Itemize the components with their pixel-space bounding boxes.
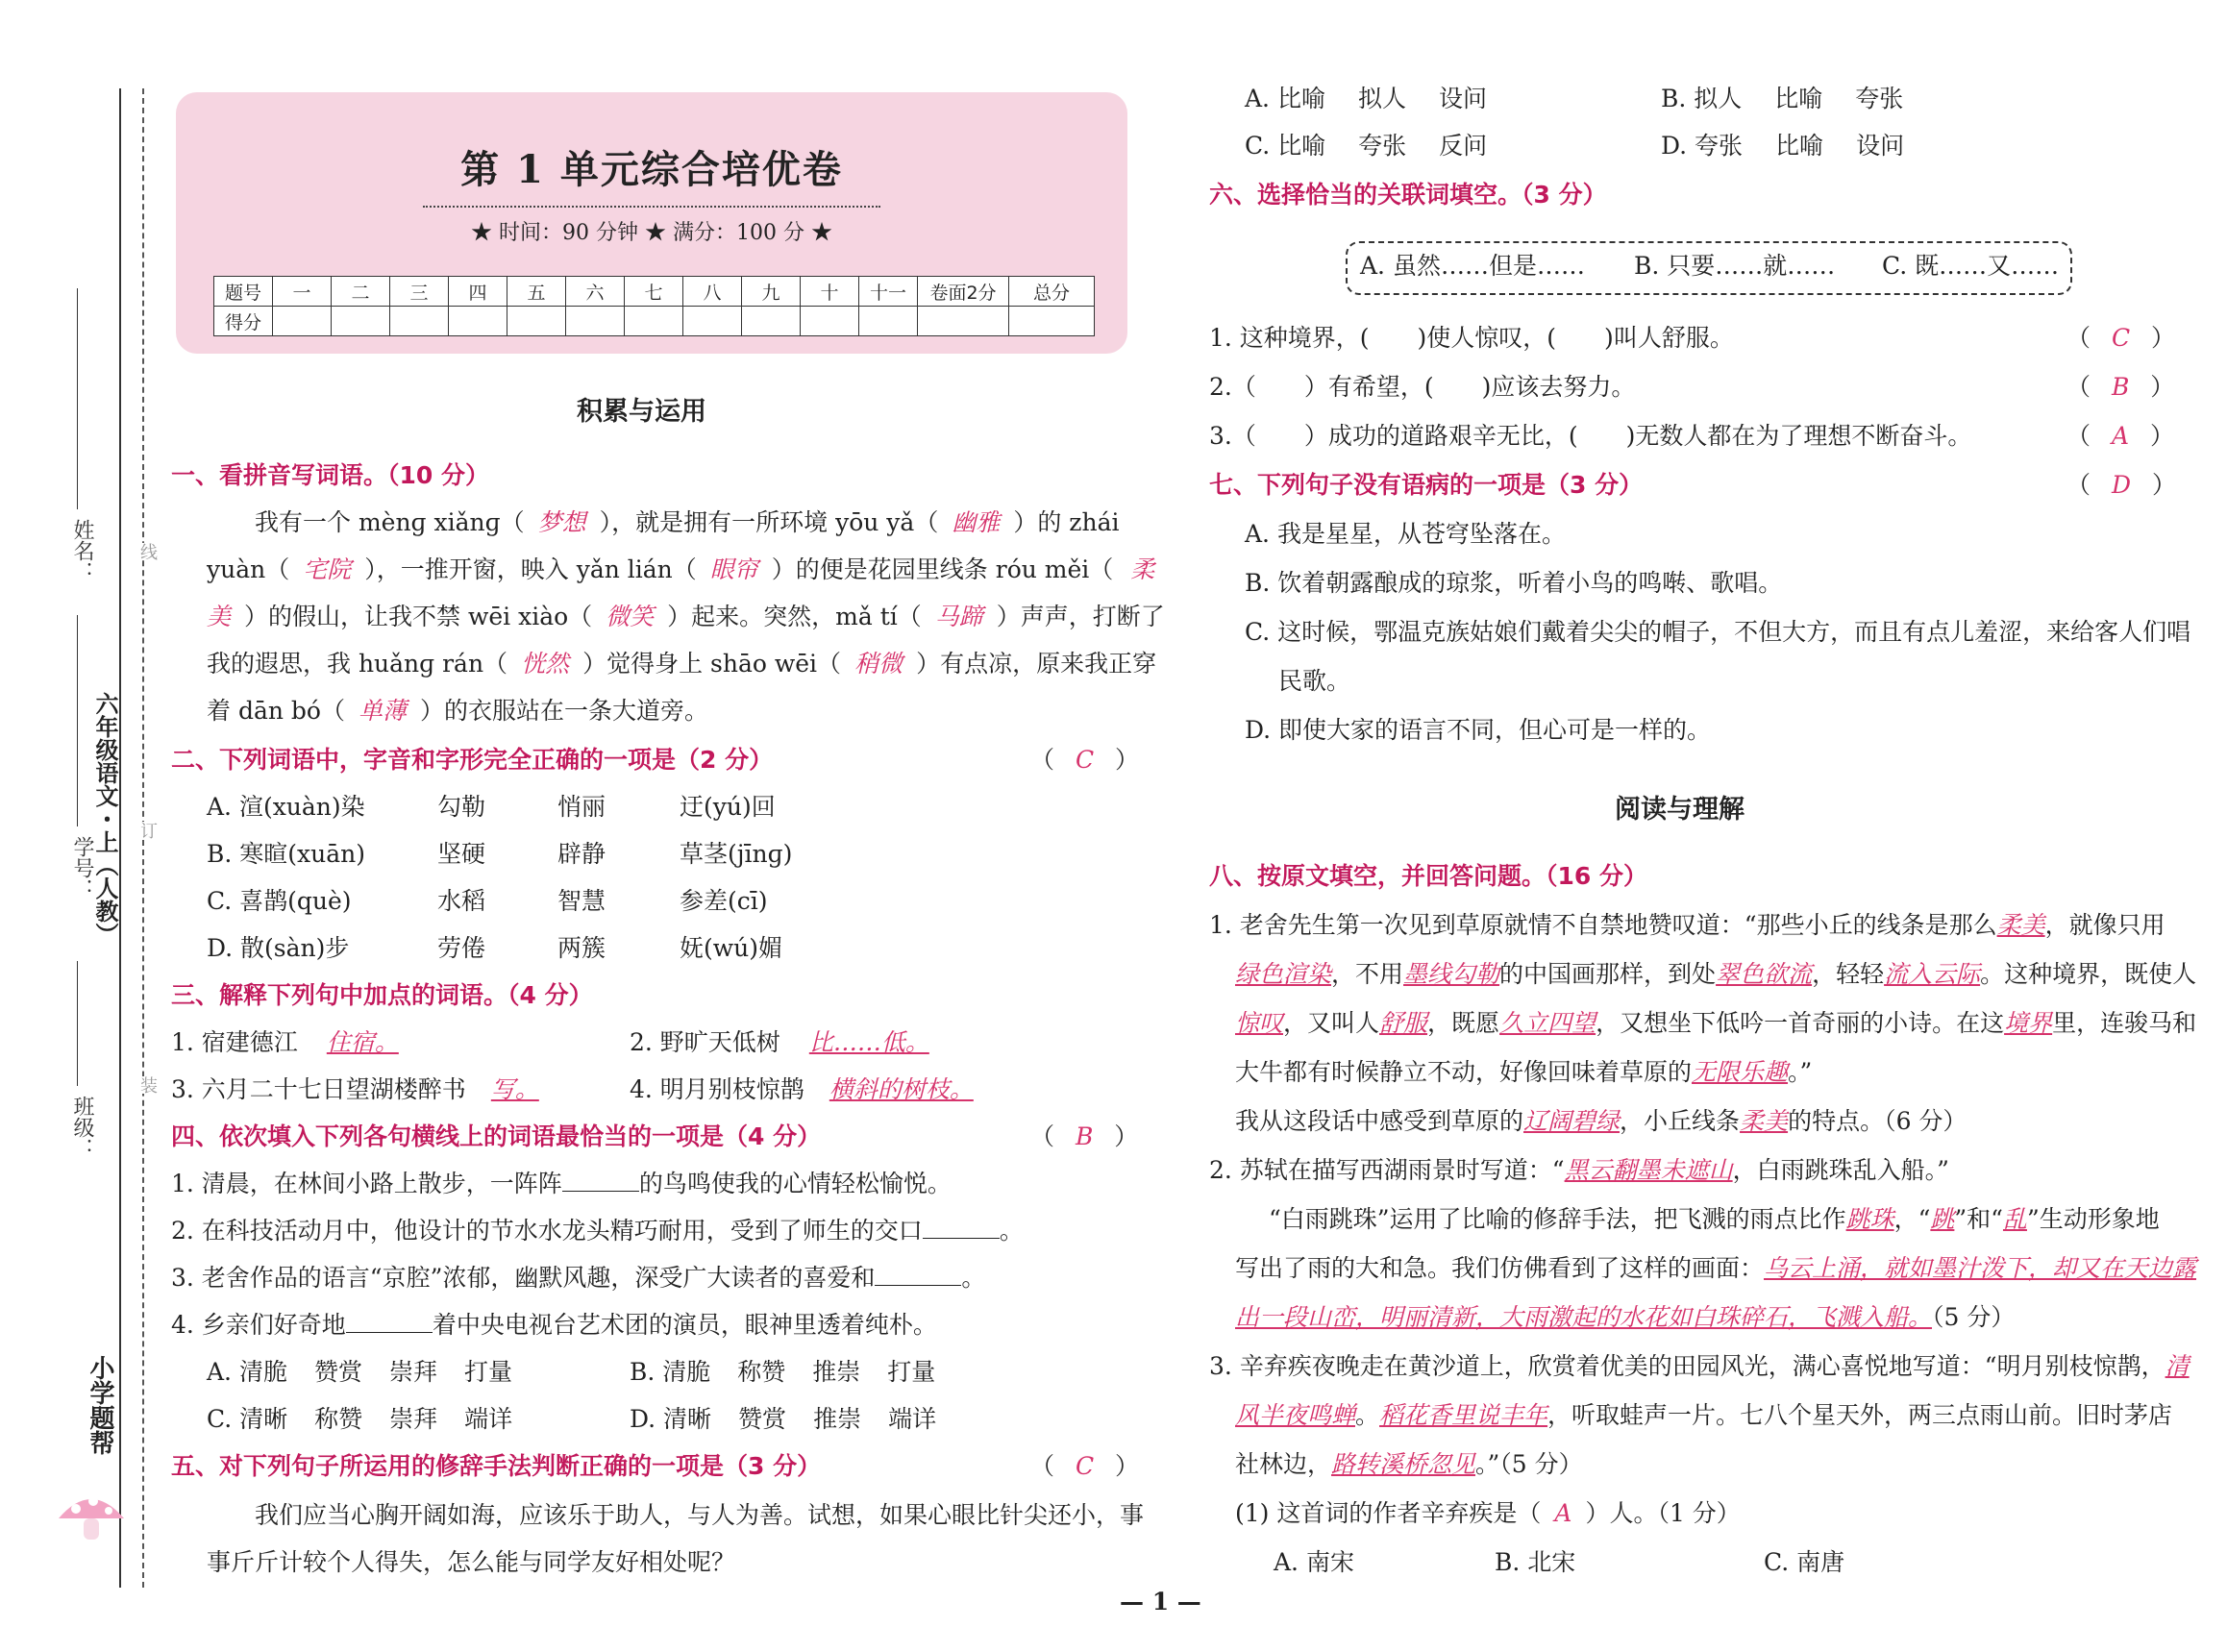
answer-paren: （ A ） <box>2066 422 2174 450</box>
s8-q2-line-4: 出一段山峦，明丽清新，大雨激起的水花如白珠碎石，飞溅入船。（5 分） <box>1235 1303 2016 1331</box>
answer-text: 恍然 <box>521 650 570 678</box>
grade-label: 六年级语文・上（人教） <box>91 692 119 946</box>
score-cell[interactable] <box>332 307 390 336</box>
score-header-cell: 十 <box>801 277 859 307</box>
answer-letter: C <box>2111 324 2131 352</box>
name-label: 姓名： <box>70 519 94 582</box>
id-label: 学号： <box>70 836 94 900</box>
score-header-cell: 总分 <box>1009 277 1095 307</box>
answer-text: 马蹄 <box>934 603 983 630</box>
title-divider <box>423 206 880 208</box>
s6-q3: 3.（ ）成功的道路艰辛无比，( )无数人都在为了理想不断奋斗。 <box>1209 422 1972 450</box>
s6-q2: 2.（ ）有希望，( )应该去努力。 <box>1209 373 1636 401</box>
s6-box-option-b: B. 只要……就…… <box>1634 252 1836 280</box>
s5-option-b: B. 拟人 比喻 夸张 <box>1661 85 1904 112</box>
id-line <box>77 615 78 826</box>
s8-q1-line-2: 绿色渲染，不用墨线勾勒的中国画那样，到处翠色欲流，轻轻流入云际。这种境界，既使人 <box>1235 960 2197 988</box>
section7-title: 七、下列句子没有语病的一项是（3 分） <box>1209 471 1644 499</box>
s1-line-4: 我的遐思，我 huǎnɡ rán（ 恍然 ）觉得身上 shāo wēi（ 稍微 ）有点凉，原来我正穿 <box>207 650 1157 678</box>
score-row-label: 得分 <box>214 307 273 336</box>
score-table-score-row <box>214 307 1095 336</box>
score-cell[interactable] <box>507 307 566 336</box>
answer-letter: A <box>2111 422 2130 450</box>
s8-q1-line-3: 惊叹，又叫人舒服，既愿久立四望，又想坐下低吟一首奇丽的小诗。在这境界里，连骏马和 <box>1235 1009 2197 1037</box>
s5-text-line-1: 我们应当心胸开阔如海，应该乐于助人，与人为善。试想，如果心眼比针尖还小，事 <box>255 1501 1145 1529</box>
class-label: 班级： <box>70 1096 94 1159</box>
score-header-cell: 三 <box>390 277 449 307</box>
section3-title: 三、解释下列句中加点的词语。（4 分） <box>171 981 593 1009</box>
s3-item-3: 3. 六月二十七日望湖楼醉书 写。 <box>171 1075 539 1103</box>
s2-option-a-w3: 悄丽 <box>557 793 606 821</box>
cut-line-char: 线 <box>135 543 160 560</box>
score-header-cell: 五 <box>507 277 566 307</box>
s4-q4: 4. 乡亲们好奇地 着中央电视台艺术团的演员，眼神里透着纯朴。 <box>171 1311 937 1339</box>
s7-option-c: C. 这时候，鄂温克族姑娘们戴着尖尖的帽子，不但大方，而且有点儿羞涩，来给客人们唱 <box>1245 618 2191 646</box>
answer-letter: B <box>1075 1122 1094 1150</box>
fill-blank[interactable] <box>875 1264 961 1286</box>
section4-title: 四、依次填入下列各句横线上的词语最恰当的一项是（4 分） <box>171 1122 822 1150</box>
s7-option-c-cont: 民歌。 <box>1278 667 1351 695</box>
section1-title: 一、看拼音写词语。（10 分） <box>171 461 489 489</box>
s4-q2: 2. 在科技活动月中，他设计的节水水龙头精巧耐用，受到了师生的交口 。 <box>171 1217 1024 1245</box>
score-header-cell: 十一 <box>859 277 918 307</box>
answer-text: 柔美 <box>1996 911 2045 939</box>
score-cell[interactable] <box>859 307 918 336</box>
section2-title: 二、下列词语中，字音和字形完全正确的一项是（2 分） <box>171 746 774 774</box>
s8-q2-line-3: 写出了雨的大和急。我们仿佛看到了这样的画面：乌云上涌，就如墨汁泼下，却又在天边露 <box>1235 1254 2197 1282</box>
score-cell[interactable] <box>683 307 742 336</box>
s2-option-d-w2: 劳倦 <box>437 934 486 962</box>
s7-option-d: D. 即使大家的语言不同，但心可是一样的。 <box>1245 716 1712 744</box>
score-header-cell: 九 <box>742 277 801 307</box>
s4-option-c: C. 清晰 称赞 崇拜 端详 <box>207 1405 513 1433</box>
mushroom-logo-icon <box>53 1480 130 1547</box>
answer-text: 眼帘 <box>709 555 758 583</box>
part2-heading: 阅读与理解 <box>1615 795 1744 825</box>
answer-letter: B <box>2111 373 2130 401</box>
s8-q3-sub1: (1) 这首词的作者辛弃疾是（ A ）人。（1 分） <box>1235 1499 1741 1527</box>
answer-text: 微笑 <box>606 603 655 630</box>
s3-item-2: 2. 野旷天低树 比……低。 <box>630 1028 929 1056</box>
s2-option-c-w4: 参差(cī) <box>680 887 768 915</box>
s5-option-a: A. 比喻 拟人 设问 <box>1245 85 1487 112</box>
s4-q1: 1. 清晨，在林间小路上散步，一阵阵 的鸟鸣使我的心情轻松愉悦。 <box>171 1170 952 1197</box>
score-cell[interactable] <box>742 307 801 336</box>
s8-q3-line-3: 社林边，路转溪桥忽见。”（5 分） <box>1235 1450 1583 1478</box>
answer-paren: （ D ） <box>2066 471 2176 499</box>
answer-paren: （ C ） <box>2066 324 2176 352</box>
score-cell[interactable] <box>449 307 507 336</box>
s5-option-d: D. 夸张 比喻 设问 <box>1661 132 1905 160</box>
s4-option-d: D. 清晰 赞赏 推崇 端详 <box>630 1405 937 1433</box>
binding-margin <box>0 0 163 1652</box>
s3-item-4: 4. 明月别枝惊鹊 横斜的树枝。 <box>630 1075 974 1103</box>
score-cell[interactable] <box>566 307 625 336</box>
s8-q1-line-1: 1. 老舍先生第一次见到草原就情不自禁地赞叹道：“那些小丘的线条是那么柔美，就像只用 <box>1209 911 2165 939</box>
s8-q1-line-5: 我从这段话中感受到草原的辽阔碧绿，小丘线条柔美的特点。（6 分） <box>1235 1107 1967 1135</box>
s6-box-option-a: A. 虽然……但是…… <box>1360 252 1585 280</box>
s2-option-b: B. 寒暄(xuān) <box>207 840 365 868</box>
answer-paren: （ C ） <box>1030 1452 1140 1480</box>
answer-paren: （ B ） <box>2066 373 2175 401</box>
s8-q3-option-c: C. 南唐 <box>1764 1548 1845 1576</box>
score-header-cell: 题号 <box>214 277 273 307</box>
brand-label: 小学题帮 <box>86 1355 114 1455</box>
answer-text: 幽雅 <box>952 508 1001 536</box>
s2-option-c-w3: 智慧 <box>557 887 606 915</box>
s5-text-line-2: 事斤斤计较个人得失，怎么能与同学友好相处呢？ <box>207 1548 736 1576</box>
s2-option-b-w2: 坚硬 <box>437 840 486 868</box>
score-cell[interactable] <box>918 307 1009 336</box>
s2-option-a-w4: 迂(yú)回 <box>680 793 776 821</box>
answer-paren: （ B ） <box>1030 1122 1139 1150</box>
name-line <box>77 288 78 509</box>
score-header-cell: 四 <box>449 277 507 307</box>
page-number: — 1 — <box>1120 1588 1201 1615</box>
score-header-cell: 七 <box>625 277 683 307</box>
s4-option-a: A. 清脆 赞赏 崇拜 打量 <box>207 1358 512 1386</box>
answer-text: 柔 <box>1130 555 1155 583</box>
score-header-cell: 卷面2分 <box>918 277 1009 307</box>
fill-blank[interactable] <box>562 1170 639 1192</box>
fill-blank[interactable] <box>923 1217 1000 1239</box>
score-header-cell: 二 <box>332 277 390 307</box>
s2-option-a: A. 渲(xuàn)染 <box>207 793 365 821</box>
answer-text: 宅院 <box>303 555 352 583</box>
s2-option-b-w4: 草茎(jīnɡ) <box>680 840 793 868</box>
score-cell[interactable] <box>801 307 859 336</box>
score-cell[interactable] <box>273 307 332 336</box>
s2-option-d-w4: 妩(wú)媚 <box>680 934 783 962</box>
s8-q3-option-b: B. 北宋 <box>1495 1548 1576 1576</box>
s6-q1: 1. 这种境界，( )使人惊叹，( )叫人舒服。 <box>1209 324 1734 352</box>
section8-title: 八、按原文填空，并回答问题。（16 分） <box>1209 862 1647 890</box>
s1-line-1: 我有一个 mènɡ xiǎnɡ（ 梦想 ），就是拥有一所环境 yōu yǎ（ 幽雅 ）的 zhái <box>255 508 1120 536</box>
score-header-cell: 一 <box>273 277 332 307</box>
page-title: 第 1 单元综合培优卷 <box>460 147 843 192</box>
answer-paren: （ C ） <box>1030 746 1140 774</box>
answer-text: 梦想 <box>537 508 586 536</box>
answer-text: 写。 <box>490 1075 539 1103</box>
answer-text: 横斜的树枝。 <box>829 1075 974 1103</box>
s8-q1-line-4: 大牛都有时候静立不动，好像回味着草原的无限乐趣。” <box>1235 1058 1813 1086</box>
answer-letter: D <box>2111 471 2131 499</box>
s8-q3-line-1: 3. 辛弃疾夜晚走在黄沙道上，欣赏着优美的田园风光，满心喜悦地写道：“明月别枝惊鹊，清 <box>1209 1352 2190 1380</box>
score-cell[interactable] <box>625 307 683 336</box>
s2-option-b-w3: 辟静 <box>557 840 606 868</box>
answer-text: 比……低。 <box>808 1028 929 1056</box>
answer-text: 住宿。 <box>326 1028 399 1056</box>
answer-letter: C <box>1075 746 1095 774</box>
cut-line-char: 装 <box>135 1076 160 1094</box>
score-cell[interactable] <box>390 307 449 336</box>
s2-option-c-w2: 水稻 <box>437 887 486 915</box>
score-header-cell: 八 <box>683 277 742 307</box>
fill-blank[interactable] <box>346 1311 433 1333</box>
exam-subtitle: ★ 时间：90 分钟 ★ 满分：100 分 ★ <box>471 221 832 245</box>
s2-option-c: C. 喜鹊(què) <box>207 887 352 915</box>
section6-title: 六、选择恰当的关联词填空。（3 分） <box>1209 181 1607 209</box>
s1-line-5: 着 dān bó（ 单薄 ）的衣服站在一条大道旁。 <box>207 697 708 725</box>
s3-item-1: 1. 宿建德江 住宿。 <box>171 1028 399 1056</box>
s7-option-b: B. 饮着朝露酿成的琼浆，听着小鸟的鸣啭、歌唱。 <box>1245 569 1783 597</box>
cut-line-char: 订 <box>135 822 160 839</box>
answer-letter: C <box>1075 1452 1095 1480</box>
s8-q2-line-2: “白雨跳珠”运用了比喻的修辞手法，把飞溅的雨点比作跳珠，“跳”和“乱”生动形象地 <box>1269 1205 2160 1233</box>
score-header-cell: 六 <box>566 277 625 307</box>
answer-text: 单薄 <box>358 697 407 725</box>
score-table-header-row <box>214 277 1095 307</box>
score-table <box>213 276 1095 336</box>
s5-option-c: C. 比喻 夸张 反问 <box>1245 132 1488 160</box>
s2-option-d-w3: 两簇 <box>557 934 606 962</box>
class-line <box>77 961 78 1086</box>
s8-q3-line-2: 风半夜鸣蝉。稻花香里说丰年，听取蛙声一片。七八个星天外，两三点雨山前。旧时茅店 <box>1235 1401 2173 1429</box>
s4-q3: 3. 老舍作品的语言“京腔”浓郁，幽默风趣，深受广大读者的喜爱和 。 <box>171 1264 986 1292</box>
part1-heading: 积累与运用 <box>577 397 706 427</box>
section5-title: 五、对下列句子所运用的修辞手法判断正确的一项是（3 分） <box>171 1452 822 1480</box>
score-cell[interactable] <box>1009 307 1095 336</box>
s6-box-option-c: C. 既……又…… <box>1882 252 2060 280</box>
s1-line-3: 美 ）的假山，让我不禁 wēi xiào（ 微笑 ）起来。突然，mǎ tí（ 马蹄 ）声声，打断了 <box>207 603 1165 630</box>
s8-q2-line-1: 2. 苏轼在描写西湖雨景时写道：“黑云翻墨未遮山，白雨跳珠乱入船。” <box>1209 1156 1949 1184</box>
s8-q3-option-a: A. 南宋 <box>1274 1548 1354 1576</box>
s1-line-2: yuàn（ 宅院 ），一推开窗，映入 yǎn lián（ 眼帘 ）的便是花园里线条 róu měi（ 柔 <box>207 555 1155 583</box>
s2-option-d: D. 散(sàn)步 <box>207 934 350 962</box>
s2-option-a-w2: 勾勒 <box>437 793 486 821</box>
answer-text: 稍微 <box>854 650 903 678</box>
s7-option-a: A. 我是星星，从苍穹坠落在。 <box>1245 520 1566 548</box>
s4-option-b: B. 清脆 称赞 推崇 打量 <box>630 1358 936 1386</box>
answer-text: 美 <box>207 603 232 630</box>
